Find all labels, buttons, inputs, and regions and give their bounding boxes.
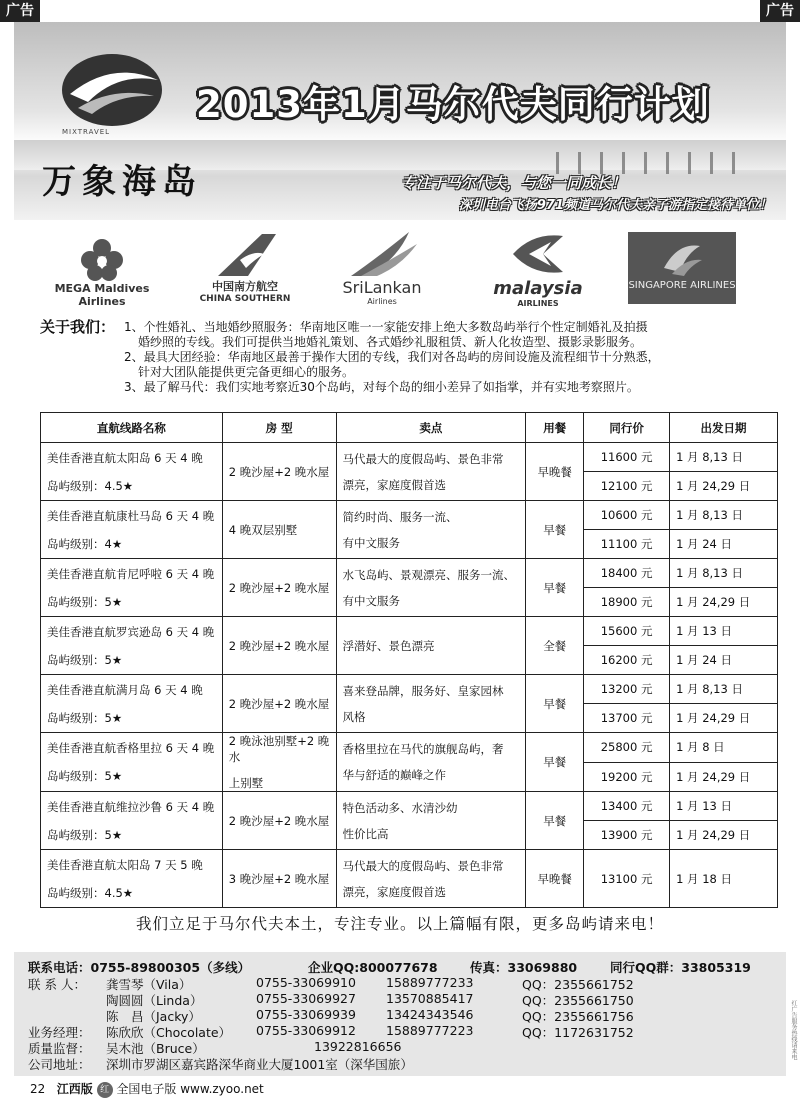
selling-cell [336,559,526,617]
banner [14,22,786,220]
address-value: 深圳市罗湖区嘉宾路深华商业大厦1001室（深华国旅） [106,1057,413,1072]
about-label: 关于我们： [40,318,116,336]
fax-value: 33069880 [507,960,578,975]
selling-cell [336,675,526,733]
date-cell: 1 月 24,29 日 [670,472,778,501]
selling-cell [336,733,526,792]
selling-cell [336,850,526,908]
room-cell [222,733,336,792]
mixtravel-logo-icon [58,50,166,130]
table-row [41,733,778,763]
price-cell: 13700 元 [584,704,670,733]
fax-label: 传真： [470,960,508,975]
srilankan-peacock-icon [337,230,427,278]
price-cell: 13900 元 [584,821,670,850]
phone-value: 0755-89800305（多线） [90,960,251,975]
selling-point: 香格里拉在马代的旗舰岛屿，奢 [342,742,504,756]
closing-statement: 我们立足于马尔代夫本土，专注专业。以上篇幅有限，更多岛屿请来电！ [135,915,664,933]
about-item: 3、最了解马代：我们实地考察近30个岛屿，对每个岛的细小差异了如指掌，并有实地考察照片。 [124,380,639,394]
airline-subname: AIRLINES [517,299,559,308]
meal-plan: 早晚餐 [537,464,572,479]
price-cell: 13200 元 [584,675,670,704]
route-name: 美佳香港直航罗宾逊岛 6 天 4 晚 [47,624,215,639]
route-name: 美佳香港直航康杜马岛 6 天 4 晚 [47,508,215,523]
person-mobile: 13570885417 [386,991,474,1006]
about-item: 1、个性婚礼、当地婚纱照服务：华南地区唯一一家能安排上绝大多数岛屿举行个性定制婚礼及拍摄 [124,320,648,334]
route-name: 美佳香港直航维拉沙鲁 6 天 4 晚 [47,799,215,814]
about-item: 婚纱照的专线。我们可提供当地婚礼策划、各式婚纱礼服租赁、新人化妆造型、摄影录影服务。 [138,335,643,349]
table-row [41,501,778,530]
room-cell [222,559,336,617]
date-cell: 1 月 24,29 日 [670,762,778,792]
airline-malaysia [460,230,616,308]
airline-name: SriLankan [342,278,422,297]
airline-name: 中国南方航空 [212,280,278,293]
china-southern-tail-icon [210,230,280,278]
selling-point-cont: 华与舒适的巅峰之作 [342,768,447,782]
table-row [41,792,778,821]
date-cell: 1 月 18 日 [670,850,778,908]
meal-cell [526,733,584,792]
room-type: 2 晚沙屋+2 晚水屋 [228,638,330,653]
manager-qq: QQ：1172631752 [522,1025,634,1040]
ad-tag-left: 广告 [0,0,40,22]
island-level: 岛屿级别：4.5★ [47,885,134,900]
room-cell [222,792,336,850]
meal-plan: 早餐 [543,755,567,769]
selling-point: 特色活动多、水清沙幼 [342,800,458,815]
airline-name: SINGAPORE AIRLINES [628,280,736,291]
table-row [41,559,778,588]
room-cell [222,501,336,559]
page-title: 2013年1月马尔代夫同行计划 [196,83,710,126]
airline-name: malaysia [493,278,583,299]
selling-cell [336,792,526,850]
selling-point: 简约时尚、服务一流、 [342,509,458,524]
qq-value: 800077678 [359,960,438,975]
person-name: 陈 昌（Jacky） [106,1009,201,1024]
meal-cell [526,443,584,501]
meal-cell [526,617,584,675]
contact-group [610,958,751,976]
selling-point: 浮潜好、景色漂亮 [342,638,435,653]
selling-point-cont: 性价比高 [342,826,389,841]
person-name: 陶圆圆（Linda） [106,993,203,1008]
price-cell: 25800 元 [584,733,670,763]
route-name: 美佳香港直航肯尼呼啦 6 天 4 晚 [47,566,215,581]
room-type: 4 晚双层别墅 [228,522,298,537]
phone-label: 联系电话： [28,960,91,975]
selling-point-cont: 有中文服务 [342,593,401,608]
date-cell: 1 月 8,13 日 [670,501,778,530]
selling-cell [336,443,526,501]
price-cell: 19200 元 [584,762,670,792]
price-cell: 16200 元 [584,646,670,675]
header-selling: 卖点 [336,413,526,443]
selling-point-cont: 有中文服务 [342,535,401,550]
room-type: 2 晚沙屋+2 晚水屋 [228,464,330,479]
contact-phone [28,958,250,976]
page-number: 22 [30,1082,46,1096]
price-cell: 18400 元 [584,559,670,588]
malaysia-kite-icon [503,230,573,278]
room-type-cont: 上别墅 [228,776,264,790]
edition-label: 江西版 [56,1082,93,1096]
person-name: 龚雪琴（Vila） [106,977,192,992]
meal-plan: 全餐 [543,638,567,653]
header-date: 出发日期 [670,413,778,443]
group-label: 同行QQ群： [610,960,682,975]
date-cell: 1 月 24 日 [670,646,778,675]
date-cell: 1 月 24,29 日 [670,704,778,733]
room-cell [222,443,336,501]
price-cell: 13100 元 [584,850,670,908]
airline-srilankan [320,230,444,306]
route-cell [41,501,223,559]
table-row [41,443,778,472]
meal-cell [526,675,584,733]
selling-cell [336,617,526,675]
date-cell: 1 月 24,29 日 [670,588,778,617]
selling-point-cont: 漂亮，家庭度假首选 [342,884,447,899]
person-qq: QQ：2355661756 [522,1009,634,1024]
island-level: 岛屿级别：5★ [47,827,123,842]
people-label: 联 系 人： [28,977,86,992]
route-name: 美佳香港直航太阳岛 7 天 5 晚 [47,857,203,872]
route-cell [41,792,223,850]
meal-plan: 早餐 [543,522,567,537]
manager-label: 业务经理： [28,1025,91,1040]
person-tel: 0755-33069910 [256,975,356,990]
selling-point: 喜来登品牌，服务好、皇家园林 [342,683,504,698]
person-tel: 0755-33069927 [256,991,356,1006]
person-mobile: 13424343546 [386,1007,474,1022]
room-cell [222,617,336,675]
room-type: 2 晚泳池别墅+2 晚水 [228,734,330,764]
date-cell: 1 月 24 日 [670,530,778,559]
airline-mega [36,236,168,308]
date-cell: 1 月 8 日 [670,733,778,763]
room-cell [222,850,336,908]
selling-point: 马代最大的度假岛屿、景色非常 [342,858,504,873]
meal-cell [526,559,584,617]
header-route: 直航线路名称 [41,413,223,443]
selling-point-cont: 漂亮，家庭度假首选 [342,477,447,492]
route-cell [41,675,223,733]
date-cell: 1 月 8,13 日 [670,675,778,704]
logo-caption: MIXTRAVEL [62,128,111,136]
date-cell: 1 月 8,13 日 [670,559,778,588]
route-name: 美佳香港直航香格里拉 6 天 4 晚 [47,741,215,755]
address-label: 公司地址： [28,1057,91,1072]
brand-name: 万象海岛 [42,162,202,202]
quality-mobile: 13922816656 [314,1039,402,1054]
price-cell: 13400 元 [584,792,670,821]
person-mobile: 15889777233 [386,975,474,990]
qq-label: 企业QQ: [308,960,360,975]
airline-subname: CHINA SOUTHERN [199,294,291,304]
about-item: 2、最具大团经验：华南地区最善于操作大团的专线，我们对各岛屿的房间设施及流程细节十分熟悉， [124,350,660,364]
manager-mobile: 15889777223 [386,1023,474,1038]
route-cell [41,617,223,675]
slogan-primary: 专注于马尔代夫，与您一同成长！ [400,174,626,192]
table-row [41,617,778,646]
room-type: 2 晚沙屋+2 晚水屋 [228,580,330,595]
meal-plan: 早餐 [543,696,567,711]
island-level: 岛屿级别：5★ [47,769,123,783]
page-footer [30,1080,264,1098]
date-cell: 1 月 8,13 日 [670,443,778,472]
header-price: 同行价 [584,413,670,443]
price-cell: 12100 元 [584,472,670,501]
meal-plan: 早晚餐 [537,871,572,886]
room-type: 2 晚沙屋+2 晚水屋 [228,813,330,828]
room-type: 2 晚沙屋+2 晚水屋 [228,696,330,711]
route-name: 美佳香港直航满月岛 6 天 4 晚 [47,682,203,697]
price-cell: 18900 元 [584,588,670,617]
ad-tag-right: 广告 [760,0,800,22]
sidebar-note: 红广告服务热线请来电 [790,1000,797,1060]
selling-point-cont: 风格 [342,709,366,724]
price-cell: 15600 元 [584,617,670,646]
person-qq: QQ：2355661752 [522,977,634,992]
person-qq: QQ：2355661750 [522,993,634,1008]
table-header-row [41,413,778,443]
singapore-bird-icon [658,238,706,278]
slogan-secondary: 深圳电台飞扬971频道马尔代夫亲子游指定接待单位！ [458,198,772,213]
table-row [41,850,778,908]
route-cell [41,733,223,792]
date-cell: 1 月 24,29 日 [670,821,778,850]
hong-badge-icon: 红 [97,1082,113,1098]
site-url: 全国电子版 www.zyoo.net [116,1082,264,1096]
island-level: 岛屿级别：5★ [47,594,123,609]
group-value: 33805319 [681,960,751,975]
manager-name: 陈欣欣（Chocolate） [106,1025,232,1040]
route-name: 美佳香港直航太阳岛 6 天 4 晚 [47,450,203,465]
about-item: 针对大团队能提供更完备更细心的服务。 [138,365,355,379]
island-level: 岛屿级别：5★ [47,652,123,667]
island-level: 岛屿级别：4.5★ [47,478,134,493]
price-cell: 10600 元 [584,501,670,530]
quality-name: 吴木池（Bruce） [106,1041,205,1056]
selling-point: 马代最大的度假岛屿、景色非常 [342,451,504,466]
island-level: 岛屿级别：5★ [47,710,123,725]
selling-cell [336,501,526,559]
airline-subname: Airlines [367,297,397,306]
airline-name: MEGA Maldives Airlines [54,282,150,308]
contact-fax [470,958,577,976]
contact-panel [14,952,786,1076]
manager-tel: 0755-33069912 [256,1023,356,1038]
airline-logos [36,230,776,312]
meal-cell [526,850,584,908]
airline-singapore [628,232,736,304]
person-tel: 0755-33069939 [256,1007,356,1022]
price-cell: 11100 元 [584,530,670,559]
pier-decoration [556,152,746,174]
contact-qq [308,958,438,976]
route-cell [41,443,223,501]
mega-flower-icon [77,236,127,282]
room-type: 3 晚沙屋+2 晚水屋 [228,871,330,886]
header-room: 房 型 [222,413,336,443]
quality-label: 质量监督： [28,1041,91,1056]
room-cell [222,675,336,733]
date-cell: 1 月 13 日 [670,617,778,646]
date-cell: 1 月 13 日 [670,792,778,821]
price-cell: 11600 元 [584,443,670,472]
route-cell [41,559,223,617]
selling-point: 水飞岛屿、景观漂亮、服务一流、 [342,567,516,582]
airline-china-southern [186,230,304,304]
meal-cell [526,792,584,850]
route-cell [41,850,223,908]
header-meal: 用餐 [526,413,584,443]
about-section [40,320,780,395]
price-table [40,412,778,908]
meal-plan: 早餐 [543,813,567,828]
meal-cell [526,501,584,559]
table-row [41,675,778,704]
meal-plan: 早餐 [543,580,567,595]
island-level: 岛屿级别：4★ [47,536,123,551]
